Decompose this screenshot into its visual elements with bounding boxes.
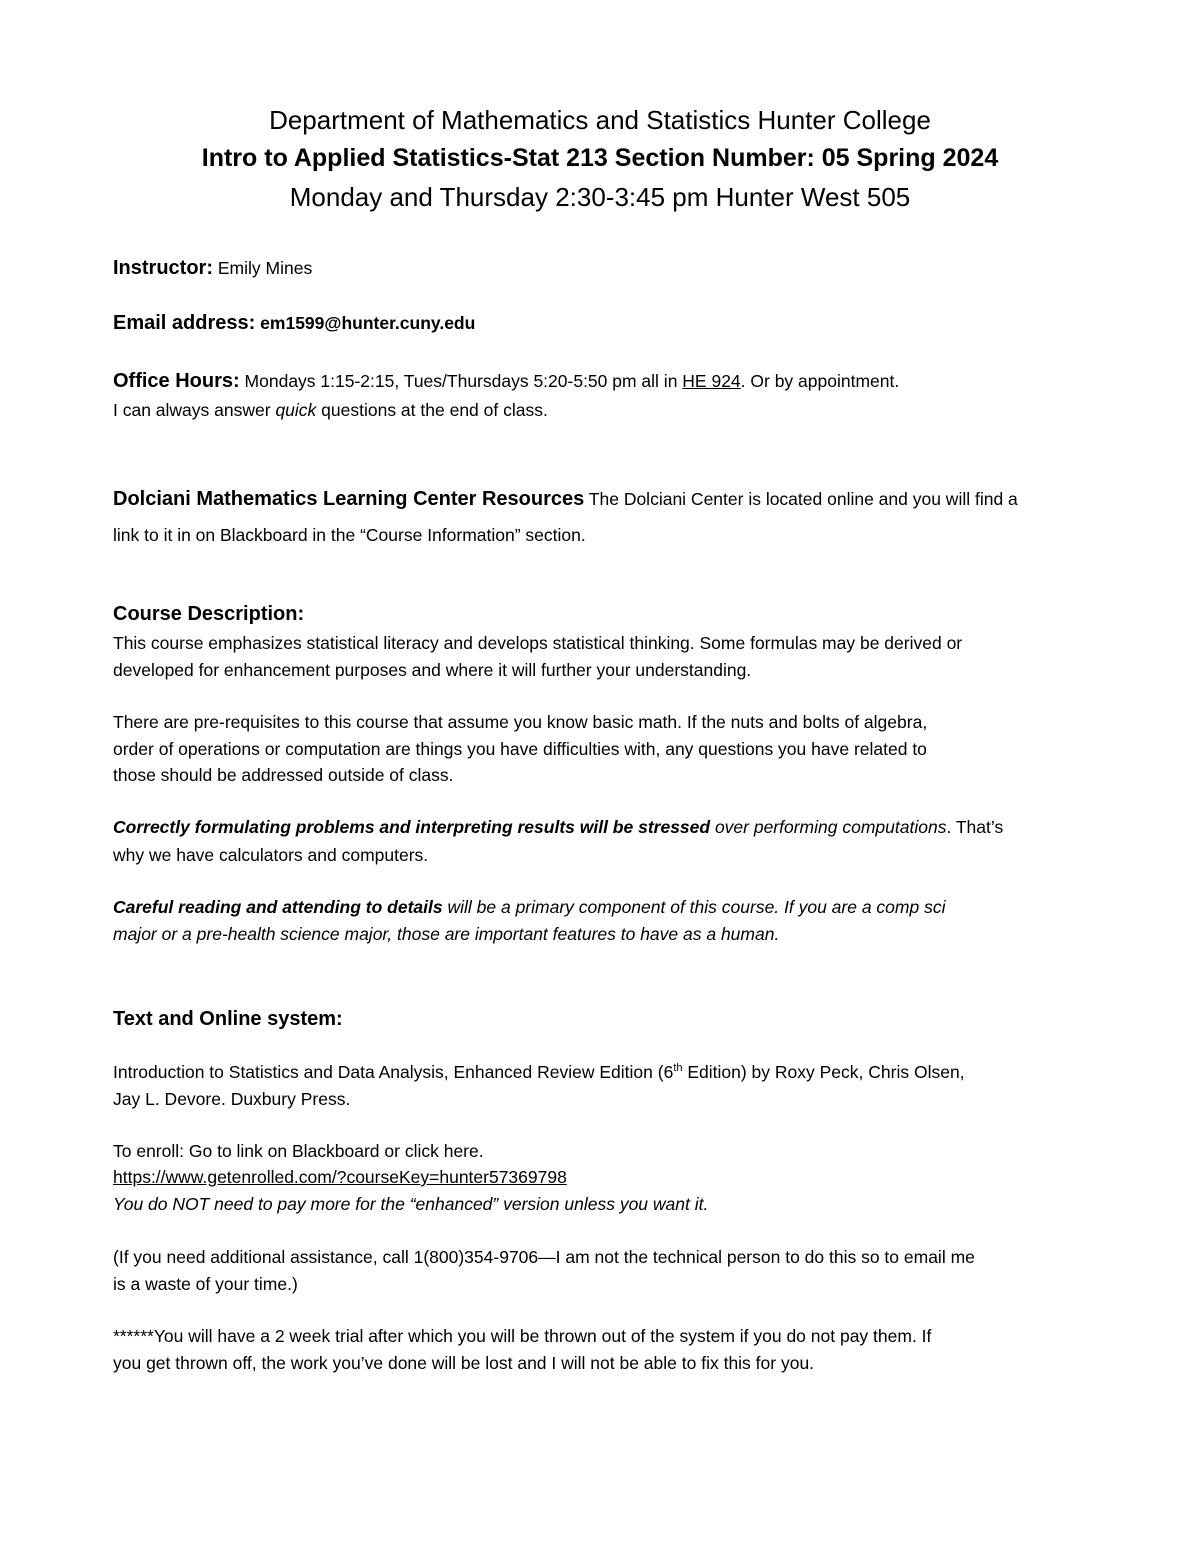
- enroll-link[interactable]: https://www.getenrolled.com/?courseKey=hunter57369798: [113, 1167, 567, 1187]
- course-description-heading: Course Description:: [113, 603, 305, 625]
- office-hours-row: [113, 369, 899, 393]
- instructor-name: Emily Mines: [217, 258, 313, 278]
- edition-superscript: th: [673, 1062, 683, 1075]
- office-hours-label: Office Hours:: [113, 370, 240, 392]
- emphasis-formulating: Correctly formulating problems and interpreting results will be stressed: [113, 817, 711, 837]
- office-hours-note: [113, 398, 548, 422]
- course-title: Intro to Applied Statistics-Stat 213 Section Number: 05 Spring 2024: [201, 144, 999, 172]
- text-online-heading: Text and Online system:: [113, 1008, 343, 1030]
- course-desc-p2-line1: There are pre-requisites to this course that assume you know basic math. If the nuts and bolts of algebra,: [113, 712, 928, 732]
- emphasis-computations: over performing computations: [710, 817, 947, 837]
- note-text-end: questions at the end of class.: [316, 400, 548, 420]
- course-desc-p2-line2: order of operations or computation are things you have difficulties with, any questions you have related to: [113, 739, 927, 759]
- course-desc-p1-line2: developed for enhancement purposes and where it will further your understanding.: [113, 660, 752, 680]
- course-desc-p3-line1: [113, 815, 1003, 839]
- textbook-line2: Jay L. Devore. Duxbury Press.: [113, 1089, 351, 1109]
- office-hours-appointment: . Or by appointment.: [740, 371, 900, 391]
- textbook-authors: Edition) by Roxy Peck, Chris Olsen,: [682, 1062, 965, 1082]
- textbook-title: Introduction to Statistics and Data Analysis, Enhanced Review Edition (6: [113, 1062, 674, 1082]
- email-label: Email address:: [113, 312, 256, 334]
- dolciani-text-1: The Dolciani Center is located online and you will find a: [584, 489, 1018, 509]
- assistance-line2: is a waste of your time.): [113, 1274, 298, 1294]
- trial-warning-line2: you get thrown off, the work you’ve done will be lost and I will not be able to fix this for you.: [113, 1353, 815, 1373]
- p3-rest: . That’s: [946, 817, 1004, 837]
- email-address[interactable]: em1599@hunter.cuny.edu: [260, 313, 476, 333]
- course-desc-p3-line2: why we have calculators and computers.: [113, 845, 429, 865]
- email-row: [113, 311, 475, 335]
- office-room: HE 924: [682, 371, 741, 391]
- emphasis-careful-reading: Careful reading and attending to details: [113, 897, 443, 917]
- note-text-start: I can always answer: [113, 400, 276, 420]
- trial-warning-line1: ******You will have a 2 week trial after which you will be thrown out of the system if you do not pay them. If: [113, 1326, 932, 1346]
- instructor-label: Instructor:: [113, 257, 213, 279]
- course-desc-p4-line2: major or a pre-health science major, those are important features to have as a human.: [113, 924, 780, 944]
- dolciani-label: Dolciani Mathematics Learning Center Resources: [113, 488, 585, 510]
- course-desc-p4-line1: [113, 895, 945, 919]
- assistance-line1: (If you need additional assistance, call 1(800)354-9706—I am not the technical person to do this so to email me: [113, 1247, 975, 1267]
- instructor-row: [113, 256, 312, 280]
- dolciani-row: [113, 487, 1018, 511]
- enroll-instructions: To enroll: Go to link on Blackboard or click here.: [113, 1141, 484, 1161]
- course-desc-p1-line1: This course emphasizes statistical literacy and develops statistical thinking. Some formulas may be derived or: [113, 633, 963, 653]
- office-hours-times: Mondays 1:15-2:15, Tues/Thursdays 5:20-5:50 pm all in: [239, 371, 683, 391]
- note-quick: quick: [275, 400, 317, 420]
- department-line: Department of Mathematics and Statistics Hunter College: [269, 105, 931, 135]
- dolciani-text-2: link to it in on Blackboard in the “Course Information” section.: [113, 525, 586, 545]
- schedule-line: Monday and Thursday 2:30-3:45 pm Hunter West 505: [289, 182, 911, 212]
- p4-italic-1: will be a primary component of this course. If you are a comp sci: [442, 897, 946, 917]
- textbook-line1: [113, 1060, 965, 1084]
- course-desc-p2-line3: those should be addressed outside of class.: [113, 765, 454, 785]
- enroll-note: You do NOT need to pay more for the “enhanced” version unless you want it.: [113, 1194, 709, 1214]
